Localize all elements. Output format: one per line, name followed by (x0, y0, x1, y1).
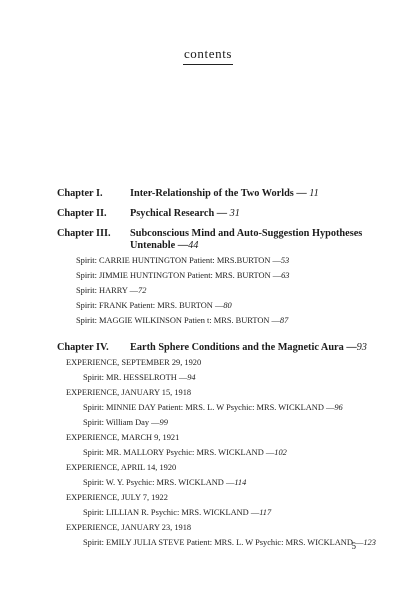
chapter-title: Earth Sphere Conditions and the Magnetic Aura (130, 342, 344, 353)
chapter-number: Chapter III. (57, 228, 111, 239)
chapter-number: Chapter II. (57, 208, 107, 219)
toc-entry[interactable]: Spirit: LILLIAN R. Psychic: MRS. WICKLAND —117 (83, 508, 272, 517)
toc-entry[interactable]: Spirit: EMILY JULIA STEVE Patient: MRS. L. W Psychic: MRS. WICKLAND —123 (83, 538, 376, 547)
toc-experience[interactable]: EXPERIENCE, JANUARY 15, 1918 (66, 388, 192, 397)
dash: — (296, 188, 307, 199)
dash: — (216, 208, 228, 219)
toc-entry[interactable]: Spirit: William Day —99 (83, 418, 168, 427)
chapter-title-cont: Untenable (130, 240, 176, 251)
toc-entry[interactable]: Spirit: MR. MALLORY Psychic: MRS. WICKLAND —102 (83, 448, 287, 457)
toc-entry[interactable]: Spirit: W. Y. Psychic: MRS. WICKLAND —114 (83, 478, 247, 487)
toc-entry[interactable]: Spirit: MR. HESSELROTH —94 (83, 373, 196, 382)
toc-entry[interactable]: Spirit: JIMMIE HUNTINGTON Patient: MRS. BURTON —63 (76, 271, 290, 280)
chapter-page: 31 (229, 208, 240, 219)
toc-entry[interactable]: Spirit: HARRY —72 (76, 286, 147, 295)
chapter-number: Chapter IV. (57, 342, 109, 353)
page-number: 5 (351, 541, 356, 551)
dash: — (346, 342, 357, 353)
chapter-title: Inter-Relationship of the Two Worlds (130, 188, 294, 199)
chapter-page: 11 (309, 188, 319, 199)
toc-entry[interactable]: Spirit: MAGGIE WILKINSON Patien t: MRS. BURTON —87 (76, 316, 289, 325)
dash: — (177, 240, 189, 251)
toc-entry[interactable]: Spirit: CARRIE HUNTINGTON Patient: MRS.BURTON —53 (76, 256, 290, 265)
toc-experience[interactable]: EXPERIENCE, SEPTEMBER 29, 1920 (66, 358, 202, 367)
chapter-page: 44 (188, 240, 199, 251)
page-title: contents (183, 46, 233, 61)
chapter-number: Chapter I. (57, 188, 103, 199)
title-underline (183, 64, 233, 65)
toc-experience[interactable]: EXPERIENCE, JANUARY 23, 1918 (66, 523, 192, 532)
toc-experience[interactable]: EXPERIENCE, MARCH 9, 1921 (66, 433, 180, 442)
toc-experience[interactable]: EXPERIENCE, JULY 7, 1922 (66, 493, 168, 502)
toc-entry[interactable]: Spirit: MINNIE DAY Patient: MRS. L. W Psychic: MRS. WICKLAND —96 (83, 403, 343, 412)
chapter-page: 93 (356, 342, 367, 353)
toc-entry[interactable]: Spirit: FRANK Patient: MRS. BURTON —80 (76, 301, 232, 310)
chapter-title: Psychical Research (130, 208, 215, 219)
chapter-title: Subconscious Mind and Auto-Suggestion Hypotheses (130, 228, 363, 239)
toc-experience[interactable]: EXPERIENCE, APRIL 14, 1920 (66, 463, 177, 472)
